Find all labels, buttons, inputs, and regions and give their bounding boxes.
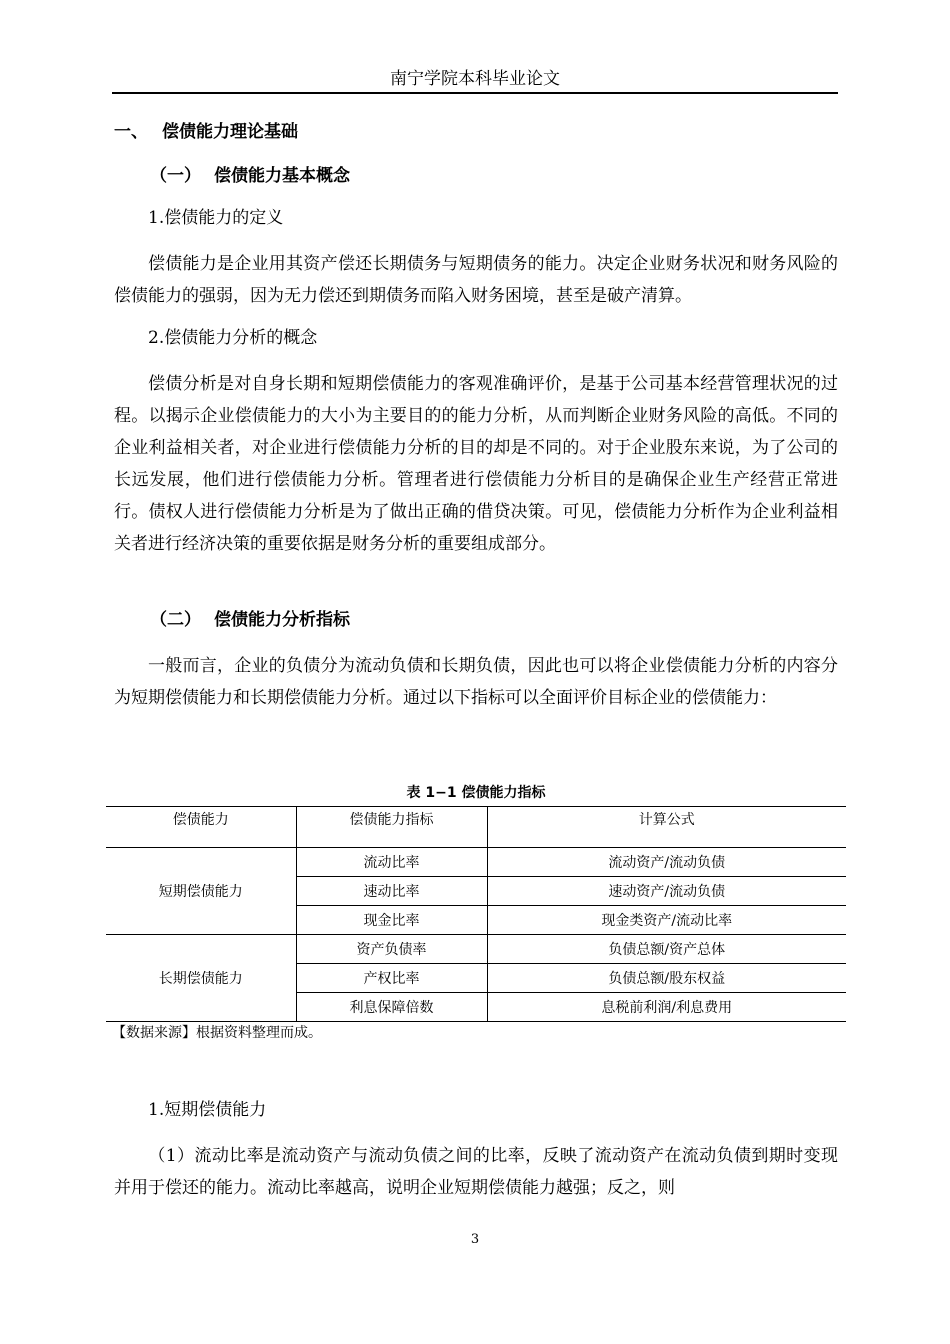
subsection-title-2: 偿债能力分析指标	[214, 610, 350, 630]
table-header-row	[106, 807, 846, 848]
indicator-cell: 现金比率	[296, 906, 487, 935]
paragraph-definition: 偿债能力是企业用其资产偿还长期债务与短期债务的能力。决定企业财务状况和财务风险的偿债能力的强弱，因为无力偿还到期债务而陷入财务困境，甚至是破产清算。	[114, 254, 838, 306]
group-cell-long-term: 长期偿债能力	[106, 935, 296, 1022]
table-caption: 表 1−1 偿债能力指标	[406, 785, 546, 801]
indicator-cell: 资产负债率	[296, 935, 487, 964]
indicator-cell: 利息保障倍数	[296, 993, 487, 1022]
section-heading	[114, 118, 298, 146]
section-title: 偿债能力理论基础	[162, 122, 298, 142]
subsection-title-1: 偿债能力基本概念	[214, 166, 350, 186]
indicator-cell: 产权比率	[296, 964, 487, 993]
formula-cell: 现金类资产/流动比率	[487, 906, 846, 935]
item-heading-concept: 2.偿债能力分析的概念	[148, 328, 318, 348]
solvency-indicator-table	[106, 806, 846, 1022]
indicator-cell: 速动比率	[296, 877, 487, 906]
subsection-number-2: （二）	[150, 610, 201, 630]
group-cell-short-term: 短期偿债能力	[106, 848, 296, 935]
header-cell-formula: 计算公式	[487, 807, 846, 848]
thesis-header-title: 南宁学院本科毕业论文	[390, 69, 560, 89]
indicator-cell: 流动比率	[296, 848, 487, 877]
formula-cell: 速动资产/流动负债	[487, 877, 846, 906]
item-heading-definition: 1.偿债能力的定义	[148, 208, 284, 228]
subsection-heading-2	[150, 606, 350, 634]
paragraph-current-ratio	[114, 1140, 838, 1204]
paragraph-indicators-intro: 一般而言，企业的负债分为流动负债和长期负债，因此也可以将企业偿债能力分析的内容分为短期偿债能力和长期偿债能力分析。通过以下指标可以全面评价目标企业的偿债能力：	[114, 656, 838, 708]
page-header	[112, 66, 838, 94]
section-number: 一、	[114, 122, 148, 142]
subsection-number-1: （一）	[150, 166, 201, 186]
table-row	[106, 935, 846, 964]
header-cell-indicator: 偿债能力指标	[296, 807, 487, 848]
formula-cell: 负债总额/股东权益	[487, 964, 846, 993]
paragraph-concept: 偿债分析是对自身长期和短期偿债能力的客观准确评价，是基于公司基本经营管理状况的过程。以揭示企业偿债能力的大小为主要目的的能力分析，从而判断企业财务风险的高低。不同的企业利益相关者，对企业进行偿债能力分析的目的却是不同的。对于企业股东来说，为了公司的长远发展，他们进行偿债能力分析。管理者进行偿债能力分析目的是确保企业生产经营正常进行。债权人进行偿债能力分析是为了做出正确的借贷决策。可见，偿债能力分析作为企业利益相关者进行经济决策的重要依据是财务分析的重要组成部分。	[114, 374, 838, 554]
formula-cell: 息税前利润/利息费用	[487, 993, 846, 1022]
item-heading-short-term: 1.短期偿债能力	[148, 1100, 267, 1120]
formula-cell: 负债总额/资产总体	[487, 935, 846, 964]
paragraph-current-ratio-text: （1）流动比率是流动资产与流动负债之间的比率，反映了流动资产在流动负债到期时变现并用于偿还的能力。流动比率越高，说明企业短期偿债能力越强；反之，则	[114, 1146, 838, 1198]
page-number: 3	[470, 1232, 480, 1247]
table-source-note: 【数据来源】根据资料整理而成。	[112, 1025, 322, 1041]
table-row	[106, 848, 846, 877]
header-cell-category: 偿债能力	[106, 807, 296, 848]
formula-cell: 流动资产/流动负债	[487, 848, 846, 877]
subsection-heading-1	[150, 162, 350, 190]
